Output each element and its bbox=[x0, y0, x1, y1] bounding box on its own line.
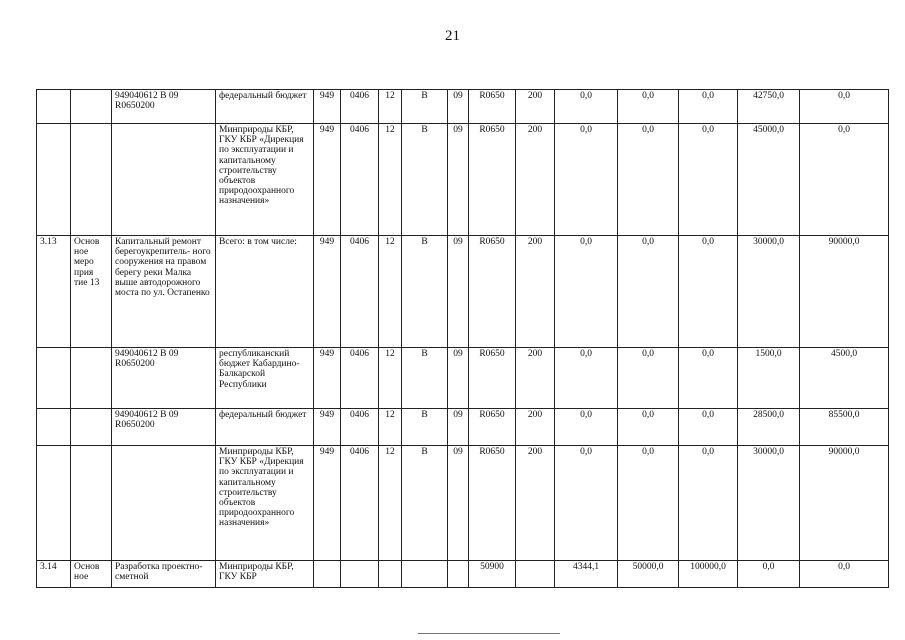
funding-source-cell: Всего: в том числе: bbox=[216, 236, 314, 348]
value-year-2-cell: 0,0 bbox=[618, 124, 679, 236]
subprogram-code-cell: В bbox=[402, 348, 448, 409]
direction-code-cell: R0650 bbox=[469, 348, 516, 409]
item-number-cell: 3.14 bbox=[37, 561, 71, 588]
activity-code-cell: 09 bbox=[448, 446, 469, 561]
subprogram-code-cell: В bbox=[402, 236, 448, 348]
value-year-1-cell: 4344,1 bbox=[555, 561, 618, 588]
program-code-cell: 12 bbox=[379, 348, 402, 409]
activity-type-cell: Основ ное меро прия тие 13 bbox=[71, 236, 112, 348]
subprogram-code-cell bbox=[402, 561, 448, 588]
activity-name-cell: Капитальный ремонт берегоукрепитель- ного сооружения на правом берегу реки Малка выше автодорожного моста по ул. Остапенко bbox=[112, 236, 216, 348]
value-year-1-cell: 0,0 bbox=[555, 236, 618, 348]
section-code-cell: 0406 bbox=[341, 409, 379, 446]
activity-code-cell: 09 bbox=[448, 124, 469, 236]
value-year-5-cell: 85500,0 bbox=[800, 409, 889, 446]
program-code-cell: 12 bbox=[379, 446, 402, 561]
value-year-3-cell: 100000,0 bbox=[679, 561, 738, 588]
value-year-3-cell: 0,0 bbox=[679, 409, 738, 446]
activity-name-cell bbox=[112, 124, 216, 236]
bottom-rule bbox=[418, 633, 560, 634]
expense-type-cell: 200 bbox=[516, 124, 555, 236]
budget-table bbox=[36, 89, 889, 588]
value-year-4-cell: 0,0 bbox=[738, 561, 800, 588]
table-row bbox=[37, 561, 889, 588]
section-code-cell bbox=[341, 561, 379, 588]
value-year-4-cell: 1500,0 bbox=[738, 348, 800, 409]
expense-type-cell: 200 bbox=[516, 446, 555, 561]
item-number-cell: 3.13 bbox=[37, 236, 71, 348]
value-year-4-cell: 28500,0 bbox=[738, 409, 800, 446]
subprogram-code-cell: В bbox=[402, 90, 448, 124]
page-number: 21 bbox=[445, 28, 460, 44]
expense-type-cell: 200 bbox=[516, 409, 555, 446]
activity-type-cell bbox=[71, 409, 112, 446]
value-year-5-cell: 90000,0 bbox=[800, 236, 889, 348]
item-number-cell bbox=[37, 409, 71, 446]
table-row bbox=[37, 409, 889, 446]
activity-name-cell: Разработка проектно-сметной bbox=[112, 561, 216, 588]
table-row bbox=[37, 124, 889, 236]
direction-code-cell: R0650 bbox=[469, 446, 516, 561]
section-code-cell: 0406 bbox=[341, 90, 379, 124]
activity-type-cell bbox=[71, 446, 112, 561]
item-number-cell bbox=[37, 90, 71, 124]
program-code-cell: 12 bbox=[379, 124, 402, 236]
value-year-3-cell: 0,0 bbox=[679, 90, 738, 124]
subprogram-code-cell: В bbox=[402, 409, 448, 446]
table-row bbox=[37, 236, 889, 348]
direction-code-cell: R0650 bbox=[469, 124, 516, 236]
value-year-1-cell: 0,0 bbox=[555, 90, 618, 124]
activity-code-cell: 09 bbox=[448, 90, 469, 124]
activity-code-cell: 09 bbox=[448, 348, 469, 409]
item-number-cell bbox=[37, 124, 71, 236]
value-year-2-cell: 50000,0 bbox=[618, 561, 679, 588]
grbs-code-cell: 949 bbox=[314, 348, 341, 409]
direction-code-cell: R0650 bbox=[469, 409, 516, 446]
value-year-5-cell: 0,0 bbox=[800, 124, 889, 236]
table-row bbox=[37, 90, 889, 124]
value-year-5-cell: 0,0 bbox=[800, 561, 889, 588]
grbs-code-cell: 949 bbox=[314, 409, 341, 446]
subprogram-code-cell: В bbox=[402, 446, 448, 561]
grbs-code-cell bbox=[314, 561, 341, 588]
value-year-1-cell: 0,0 bbox=[555, 124, 618, 236]
grbs-code-cell: 949 bbox=[314, 446, 341, 561]
table-row bbox=[37, 446, 889, 561]
program-code-cell: 12 bbox=[379, 90, 402, 124]
activity-name-cell: 949040612 В 09 R0650200 bbox=[112, 409, 216, 446]
funding-source-cell: федеральный бюджет bbox=[216, 90, 314, 124]
funding-source-cell: республиканский бюджет Кабардино- Балкарской Республики bbox=[216, 348, 314, 409]
expense-type-cell: 200 bbox=[516, 348, 555, 409]
grbs-code-cell: 949 bbox=[314, 90, 341, 124]
value-year-5-cell: 4500,0 bbox=[800, 348, 889, 409]
value-year-2-cell: 0,0 bbox=[618, 446, 679, 561]
value-year-1-cell: 0,0 bbox=[555, 446, 618, 561]
direction-code-cell: 50900 bbox=[469, 561, 516, 588]
section-code-cell: 0406 bbox=[341, 236, 379, 348]
section-code-cell: 0406 bbox=[341, 446, 379, 561]
value-year-4-cell: 30000,0 bbox=[738, 446, 800, 561]
funding-source-cell: федеральный бюджет bbox=[216, 409, 314, 446]
activity-name-cell: 949040612 В 09 R0650200 bbox=[112, 90, 216, 124]
item-number-cell bbox=[37, 348, 71, 409]
grbs-code-cell: 949 bbox=[314, 124, 341, 236]
value-year-5-cell: 0,0 bbox=[800, 90, 889, 124]
direction-code-cell: R0650 bbox=[469, 236, 516, 348]
grbs-code-cell: 949 bbox=[314, 236, 341, 348]
section-code-cell: 0406 bbox=[341, 124, 379, 236]
subprogram-code-cell: В bbox=[402, 124, 448, 236]
funding-source-cell: Минприроды КБР, ГКУ КБР «Дирекция по эксплуатации и капитальному строительству объектов природоохранного назначения» bbox=[216, 446, 314, 561]
activity-type-cell bbox=[71, 348, 112, 409]
program-code-cell: 12 bbox=[379, 236, 402, 348]
value-year-1-cell: 0,0 bbox=[555, 409, 618, 446]
value-year-4-cell: 45000,0 bbox=[738, 124, 800, 236]
value-year-3-cell: 0,0 bbox=[679, 236, 738, 348]
value-year-2-cell: 0,0 bbox=[618, 348, 679, 409]
section-code-cell: 0406 bbox=[341, 348, 379, 409]
activity-type-cell: Основ ное bbox=[71, 561, 112, 588]
expense-type-cell: 200 bbox=[516, 90, 555, 124]
value-year-5-cell: 90000,0 bbox=[800, 446, 889, 561]
table-row bbox=[37, 348, 889, 409]
value-year-4-cell: 42750,0 bbox=[738, 90, 800, 124]
activity-name-cell bbox=[112, 446, 216, 561]
program-code-cell: 12 bbox=[379, 409, 402, 446]
value-year-2-cell: 0,0 bbox=[618, 90, 679, 124]
activity-code-cell: 09 bbox=[448, 409, 469, 446]
activity-name-cell: 949040612 В 09 R0650200 bbox=[112, 348, 216, 409]
value-year-3-cell: 0,0 bbox=[679, 348, 738, 409]
value-year-4-cell: 30000,0 bbox=[738, 236, 800, 348]
item-number-cell bbox=[37, 446, 71, 561]
value-year-2-cell: 0,0 bbox=[618, 409, 679, 446]
activity-type-cell bbox=[71, 90, 112, 124]
activity-type-cell bbox=[71, 124, 112, 236]
value-year-1-cell: 0,0 bbox=[555, 348, 618, 409]
activity-code-cell: 09 bbox=[448, 236, 469, 348]
funding-source-cell: Минприроды КБР, ГКУ КБР bbox=[216, 561, 314, 588]
value-year-2-cell: 0,0 bbox=[618, 236, 679, 348]
activity-code-cell bbox=[448, 561, 469, 588]
expense-type-cell: 200 bbox=[516, 236, 555, 348]
program-code-cell bbox=[379, 561, 402, 588]
value-year-3-cell: 0,0 bbox=[679, 446, 738, 561]
value-year-3-cell: 0,0 bbox=[679, 124, 738, 236]
direction-code-cell: R0650 bbox=[469, 90, 516, 124]
expense-type-cell bbox=[516, 561, 555, 588]
funding-source-cell: Минприроды КБР, ГКУ КБР «Дирекция по эксплуатации и капитальному строительству объектов природоохранного назначения» bbox=[216, 124, 314, 236]
